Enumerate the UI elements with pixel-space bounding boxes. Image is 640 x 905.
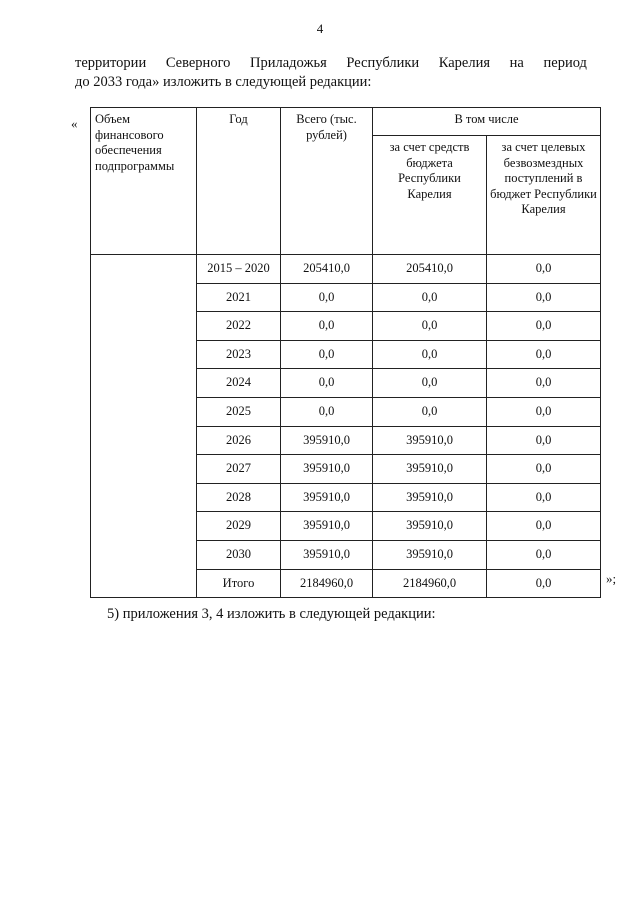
next-paragraph: 5) приложения 3, 4 изложить в следующей редакции: (107, 606, 436, 622)
header-financing-volume: Объем финансового обеспечения подпрограммы (91, 108, 197, 255)
cell-total: 0,0 (281, 283, 373, 312)
table-row (91, 255, 601, 284)
cell-year: 2029 (197, 512, 281, 541)
cell-targeted: 0,0 (487, 426, 601, 455)
intro-line-1 (75, 54, 587, 73)
cell-targeted: 0,0 (487, 397, 601, 426)
cell-total: 395910,0 (281, 455, 373, 484)
cell-total: 205410,0 (281, 255, 373, 284)
cell-total: 395910,0 (281, 426, 373, 455)
cell-budget: 0,0 (373, 340, 487, 369)
cell-targeted: 0,0 (487, 569, 601, 598)
cell-year: 2030 (197, 540, 281, 569)
intro-word: территории (75, 55, 147, 71)
cell-total: 0,0 (281, 369, 373, 398)
cell-targeted: 0,0 (487, 283, 601, 312)
cell-year: 2026 (197, 426, 281, 455)
cell-targeted: 0,0 (487, 483, 601, 512)
cell-total: 0,0 (281, 340, 373, 369)
financing-table (90, 107, 601, 598)
cell-budget: 395910,0 (373, 540, 487, 569)
cell-total: 0,0 (281, 397, 373, 426)
cell-budget: 0,0 (373, 397, 487, 426)
cell-budget: 0,0 (373, 283, 487, 312)
intro-paragraph (75, 54, 587, 92)
cell-total: 395910,0 (281, 512, 373, 541)
intro-word: Северного (165, 55, 231, 71)
cell-year: 2027 (197, 455, 281, 484)
cell-targeted: 0,0 (487, 369, 601, 398)
header-including: В том числе (373, 108, 601, 136)
cell-targeted: 0,0 (487, 312, 601, 341)
cell-targeted: 0,0 (487, 255, 601, 284)
cell-targeted: 0,0 (487, 455, 601, 484)
cell-total: 2184960,0 (281, 569, 373, 598)
cell-year: 2024 (197, 369, 281, 398)
cell-budget: 395910,0 (373, 483, 487, 512)
label-column-blank (91, 255, 197, 598)
cell-year: 2021 (197, 283, 281, 312)
intro-word: период (543, 55, 587, 71)
cell-targeted: 0,0 (487, 340, 601, 369)
cell-total: 395910,0 (281, 540, 373, 569)
intro-line-2: до 2033 года» изложить в следующей редакции: (75, 74, 372, 90)
intro-word: Республики (346, 55, 420, 71)
cell-year: 2025 (197, 397, 281, 426)
intro-word: на (509, 55, 524, 71)
header-targeted: за счет целевых безвозмездных поступлений в бюджет Республики Карелия (487, 136, 601, 255)
cell-total: 395910,0 (281, 483, 373, 512)
cell-budget: 0,0 (373, 369, 487, 398)
quote-open-mark: « (71, 116, 78, 131)
cell-total: 0,0 (281, 312, 373, 341)
cell-budget: 395910,0 (373, 455, 487, 484)
cell-budget: 2184960,0 (373, 569, 487, 598)
cell-year: 2015 – 2020 (197, 255, 281, 284)
cell-year: 2028 (197, 483, 281, 512)
intro-word: Приладожья (250, 55, 327, 71)
cell-budget: 395910,0 (373, 426, 487, 455)
cell-year: Итого (197, 569, 281, 598)
cell-year: 2022 (197, 312, 281, 341)
quote-close-mark: »; (606, 571, 617, 586)
cell-year: 2023 (197, 340, 281, 369)
intro-word: Карелия (438, 55, 491, 71)
cell-targeted: 0,0 (487, 540, 601, 569)
table-header-row (91, 108, 601, 136)
cell-budget: 205410,0 (373, 255, 487, 284)
cell-targeted: 0,0 (487, 512, 601, 541)
header-total: Всего (тыс. рублей) (281, 108, 373, 255)
cell-budget: 0,0 (373, 312, 487, 341)
page-number: 4 (316, 21, 324, 36)
header-year: Год (197, 108, 281, 255)
header-budget: за счет средств бюджета Республики Карелия (373, 136, 487, 255)
cell-budget: 395910,0 (373, 512, 487, 541)
